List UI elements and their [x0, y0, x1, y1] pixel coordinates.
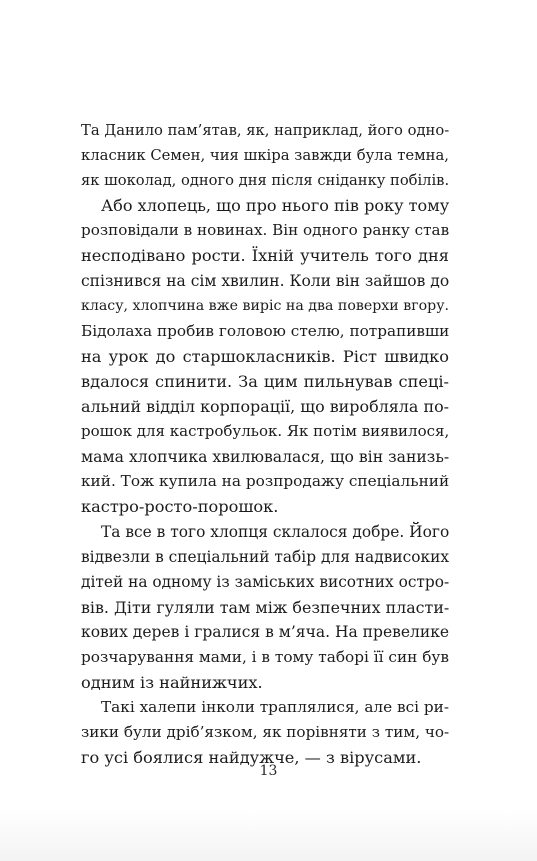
text-line: розповідали в новинах. Він одного ранку став: [81, 221, 450, 240]
text-line: відвезли в спеціальний табір для надвисоких: [81, 547, 449, 566]
text-line: вів. Діти гуляли там між безпечних пласти-: [81, 597, 450, 617]
text-line: спізнився на сім хвилин. Коли він зайшов до: [81, 271, 450, 290]
text-line: зики були дріб’язком, як порівняти з тим, чо-: [81, 723, 450, 742]
text-line: одним із найнижчих.: [81, 673, 263, 693]
text-line: дітей на одному із заміських висотних остро-: [81, 572, 450, 591]
text-line: Такі халепи інколи траплялися, але всі ри-: [101, 698, 449, 717]
text-line: несподівано рости. Їхній учитель того дня: [81, 246, 449, 266]
text-line: на урок до старшокласників. Ріст швидко: [81, 346, 449, 366]
paragraph-4: [81, 695, 449, 770]
text-line: кий. Тож купила на розпродажу спеціальний: [81, 472, 450, 491]
text-line: Та все в того хлопця склалося добре. Його: [101, 522, 450, 541]
text-line: Бідолаха пробив головою стелю, потрапивши: [81, 321, 450, 340]
text-line: рошок для кастробульок. Як потім виявилося,: [81, 422, 450, 441]
paragraph-1: [81, 118, 449, 193]
text-line: як шоколад, одного дня після сніданку побілів.: [81, 172, 450, 190]
text-line: кастро-росто-порошок.: [81, 497, 279, 517]
body-text: [81, 118, 449, 770]
text-line: альний відділ корпорації, що виробляла по-: [81, 397, 450, 417]
paragraph-2: [81, 193, 449, 519]
text-line: розчарування мами, і в тому таборі її син був: [81, 647, 449, 666]
text-line: Та Данило пам’ятав, як, наприклад, його одно-: [81, 122, 450, 139]
text-line: кових дерев і гралися в м’яча. На превелике: [81, 622, 450, 641]
paragraph-3: [81, 520, 449, 696]
text-line: класу, хлопчина вже виріс на два поверхи вгору.: [81, 297, 450, 314]
text-line: мама хлопчика хвилювалася, що він занизь-: [81, 447, 450, 467]
text-line: вдалося спинити. За цим пильнував спеці-: [81, 371, 449, 391]
text-line: Або хлопець, що про нього пів року тому: [101, 196, 450, 216]
text-line: го усі боялися найдужче, — з вірусами.: [81, 748, 422, 768]
text-line: класник Семен, чия шкіра завжди була темна,: [81, 147, 449, 165]
page-number: 13: [259, 763, 278, 779]
